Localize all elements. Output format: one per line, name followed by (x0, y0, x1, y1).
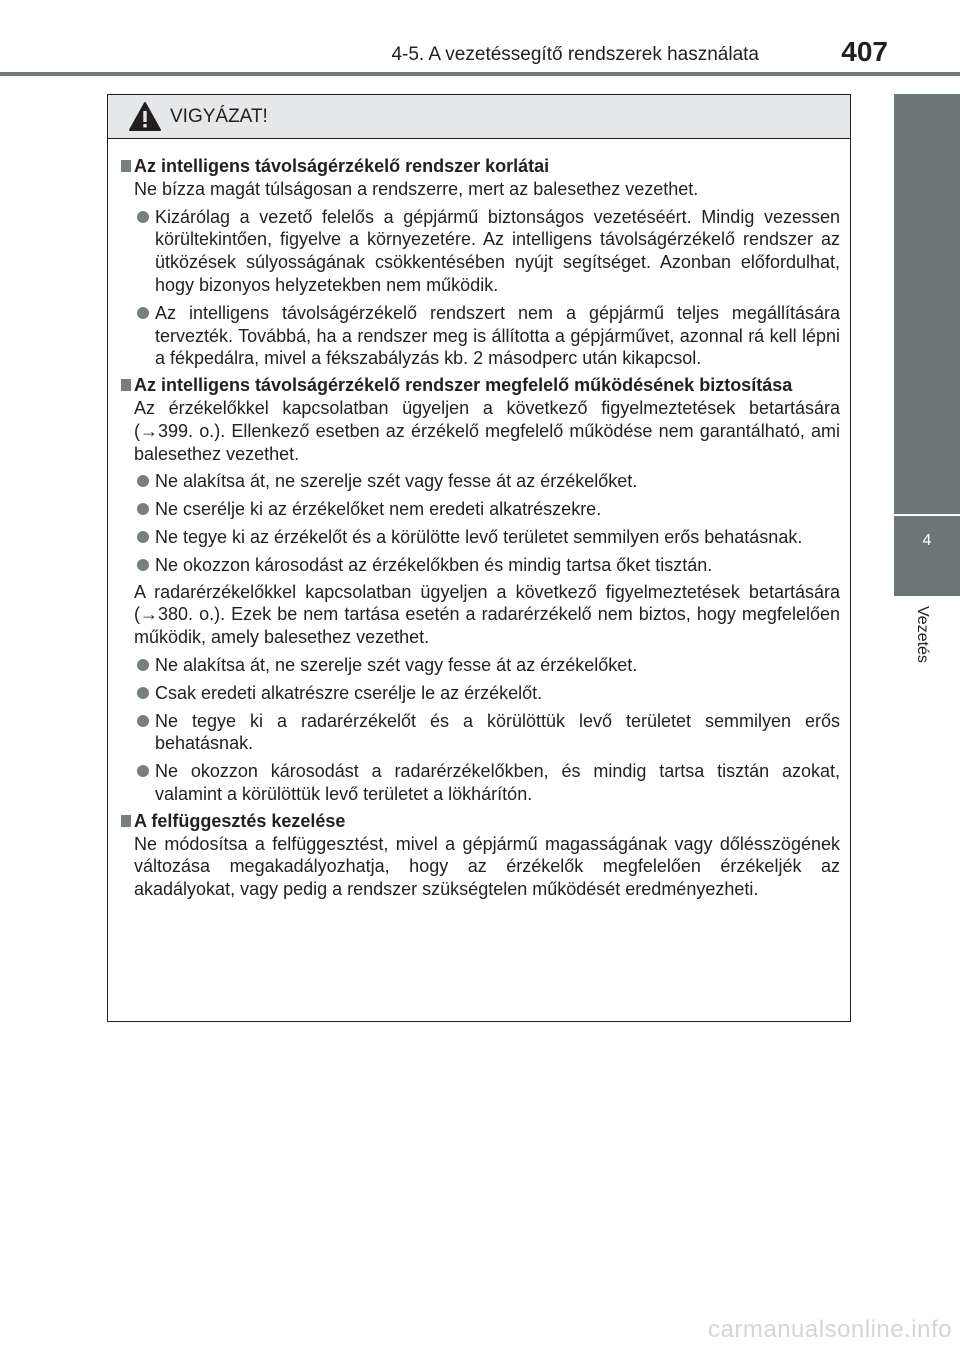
bullet-item (122, 760, 840, 806)
section-title-text: Az intelligens távolságérzékelő rendszer megfelelő működésének biztosítása (134, 375, 793, 396)
paragraph: Ne módosítsa a felfüggesztést, mivel a gépjármű magasságának vagy dőlésszögének változása megakadályozhatja, hogy az érzékelők megfelelően érzékeljék az akadályokat, vagy pedig a rendszer szükségtelen működését eredményezheti. (134, 833, 840, 900)
section-title (122, 374, 840, 397)
bullet-item (122, 710, 840, 756)
bullet-text: Ne okozzon károsodást az érzékelőkben és mindig tartsa őket tisztán. (155, 554, 713, 575)
bullet-item (122, 554, 840, 577)
square-bullet-icon (121, 160, 131, 172)
paragraph: Ne bízza magát túlságosan a rendszerre, mert az balesethez vezethet. (134, 178, 699, 199)
round-bullet-icon (137, 659, 149, 671)
paragraph: Az érzékelőkkel kapcsolatban ügyeljen a következő figyelmeztetések betartására (→399. o.). Ellenkező esetben az érzékelő megfelelő működése nem garantálható, ami balesethez vezethet. (134, 397, 840, 464)
round-bullet-icon (137, 687, 149, 699)
page-number: 407 (841, 36, 888, 67)
header-rule (0, 72, 960, 76)
running-header-title: 4-5. A vezetéssegítő rendszerek használata (391, 44, 759, 65)
round-bullet-icon (137, 715, 149, 727)
bullet-text: Ne cserélje ki az érzékelőket nem eredeti alkatrészekre. (155, 499, 602, 520)
section-title-text: Az intelligens távolságérzékelő rendszer korlátai (134, 156, 550, 176)
bullet-item (122, 682, 840, 705)
round-bullet-icon (137, 307, 149, 319)
chapter-label: Vezetés (914, 606, 931, 663)
caution-header (108, 95, 850, 139)
round-bullet-icon (137, 503, 149, 515)
side-bar (894, 94, 960, 514)
round-bullet-icon (137, 765, 149, 777)
caution-content (108, 139, 850, 901)
section-title (122, 155, 840, 178)
section-title (122, 810, 840, 833)
bullet-text: Ne alakítsa át, ne szerelje szét vagy fesse át az érzékelőket. (155, 471, 638, 492)
round-bullet-icon (137, 531, 149, 543)
bullet-text: Az intelligens távolságérzékelő rendszert nem a gépjármű teljes megállítására tervezték. Továbbá, ha a rendszer meg is állította a gépjárművet, azonnal rá kell lépni a fékpedálra, mivel a fékszabályzás kb. 2 másodperc után kikapcsol. (155, 302, 840, 369)
round-bullet-icon (137, 475, 149, 487)
section-title-text: A felfüggesztés kezelése (134, 810, 346, 831)
bullet-text: Ne alakítsa át, ne szerelje szét vagy fesse át az érzékelőket. (155, 654, 638, 675)
warning-triangle-icon (128, 101, 162, 133)
square-bullet-icon (121, 379, 131, 391)
round-bullet-icon (137, 211, 149, 223)
chapter-tab (894, 516, 960, 596)
bullet-text: Ne tegye ki a radarérzékelőt és a körülöttük levő területet semmilyen erős behatásnak. (155, 710, 840, 754)
bullet-text: Kizárólag a vezető felelős a gépjármű biztonságos vezetéséért. Mindig vezessen körültekintően, figyelve a környezetére. Az intelligens távolságérzékelő rendszer az ütközések súlyosságának csökkentésében nyújt segítséget. Azonban előfordulhat, hogy bizonyos helyzetekben nem működik. (155, 206, 840, 295)
bullet-text: Ne tegye ki az érzékelőt és a körülötte levő területet semmilyen erős behatásnak. (155, 526, 803, 547)
bullet-item (122, 654, 840, 677)
footer-watermark: carmanualsonline.info (708, 1316, 952, 1343)
bullet-item (122, 526, 840, 549)
round-bullet-icon (137, 559, 149, 571)
square-bullet-icon (121, 815, 131, 827)
bullet-item (122, 470, 840, 493)
bullet-item (122, 302, 840, 370)
caution-label: VIGYÁZAT! (170, 105, 268, 127)
bullet-text: Ne okozzon károsodást a radarérzékelőkben, és mindig tartsa tisztán azokat, valamint a körülöttük levő területet a lökhárítón. (155, 761, 840, 804)
bullet-item (122, 498, 840, 521)
paragraph: A radarérzékelőkkel kapcsolatban ügyeljen a következő figyelmeztetések betartására (→380. o.). Ezek be nem tartása esetén a radarérzékelő nem biztos, hogy megfelelően működik, amely balesethez vezethet. (134, 581, 840, 648)
chapter-number: 4 (922, 532, 932, 549)
bullet-item (122, 206, 840, 297)
bullet-text: Csak eredeti alkatrészre cserélje le az érzékelőt. (155, 682, 543, 703)
caution-box (107, 94, 851, 1022)
